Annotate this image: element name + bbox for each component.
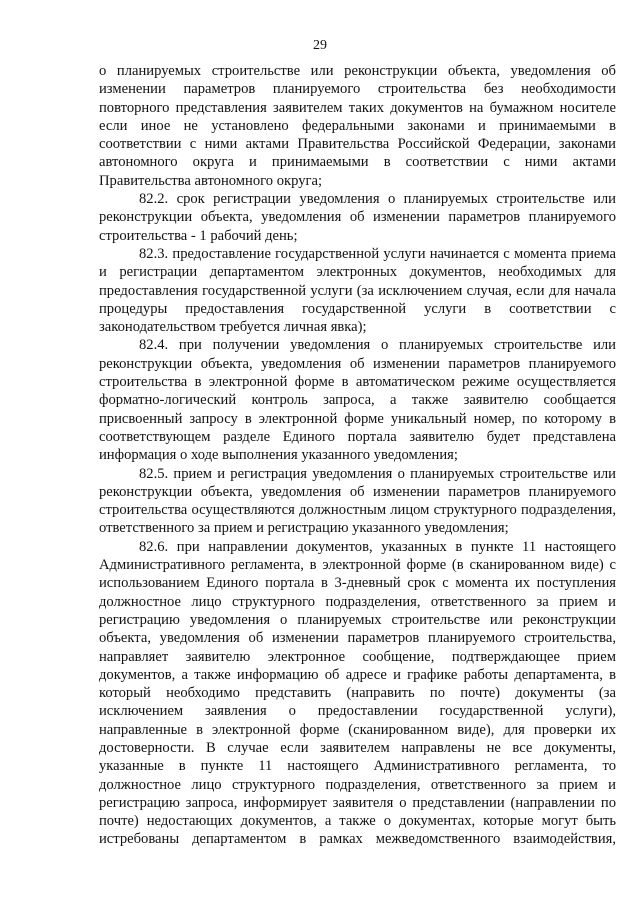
page-number: 29 [313,38,327,53]
paragraph-continuation: о планируемых строительстве или реконструкции объекта, уведомления об изменении параметров планируемого строительства без необходимости повторного представления заявителем таких документов на бумажном носителе если иное не установлено федеральными законами и принимаемыми в соответствии с ними актами Правительства Российской Федерации, законами автономного округа и принимаемыми в соответствии с ними актами Правительства автономного округа; [99,63,616,189]
document-body [99,62,616,849]
paragraph-82-2: 82.2. срок регистрации уведомления о планируемых строительстве или реконструкции объекта, уведомления об изменении параметров планируемого строительства - 1 рабочий день; [99,191,616,244]
paragraph-82-5: 82.5. прием и регистрация уведомления о планируемых строительстве или реконструкции объекта, уведомления об изменении параметров планируемого строительства осуществляются должностным лицом структурного подразделения, ответственного за прием и регистрацию указанного уведомления; [99,465,616,537]
paragraph-82-4: 82.4. при получении уведомления о планируемых строительстве или реконструкции объекта, уведомления об изменении параметров планируемого строительства в электронной форме в автоматическом режиме осуществляется форматно-логический контроль запроса, а также заявителю сообщается присвоенный запросу в электронной форме уникальный номер, по которому в соответствующем разделе Единого портала заявителю будет представлена информация о ходе выполнения указанного уведомления; [99,337,616,464]
paragraph-82-6: 82.6. при направлении документов, указанных в пункте 11 настоящего Административного регламента, в электронной форме (в сканированном виде) с использованием Единого портала в 3-дневный срок с момента их поступления должностное лицо структурного подразделения, ответственного за прием и регистрацию уведомления о планируемых строительстве или реконструкции объекта, уведомления об изменении параметров планируемого строительства, направляет заявителю электронное сообщение, подтверждающее прием документов, а также информацию об адресе и графике работы департамента, в который необходимо представить (направить по почте) документы (за исключением заявления о предоставлении государственной услуги), направленные в электронной форме (сканированном виде), для проверки их достоверности. В случае если заявителем направлены не все документы, указанные в пункте 11 настоящего Административного регламента, то должностное лицо структурного подразделения, ответственного за прием и регистрацию запроса, информирует заявителя о представлении (направлении по почте) недостающих документов, а также о документах, которые могут быть истребованы департаментом в рамках межведомственного взаимодействия, [99,538,616,848]
paragraph-82-3: 82.3. предоставление государственной услуги начинается с момента приема и регистрации департаментом электронных документов, необходимых для предоставления государственной услуги (за исключением случая, если для начала процедуры предоставления государственной услуги в соответствии с законодательством требуется личная явка); [99,245,616,336]
